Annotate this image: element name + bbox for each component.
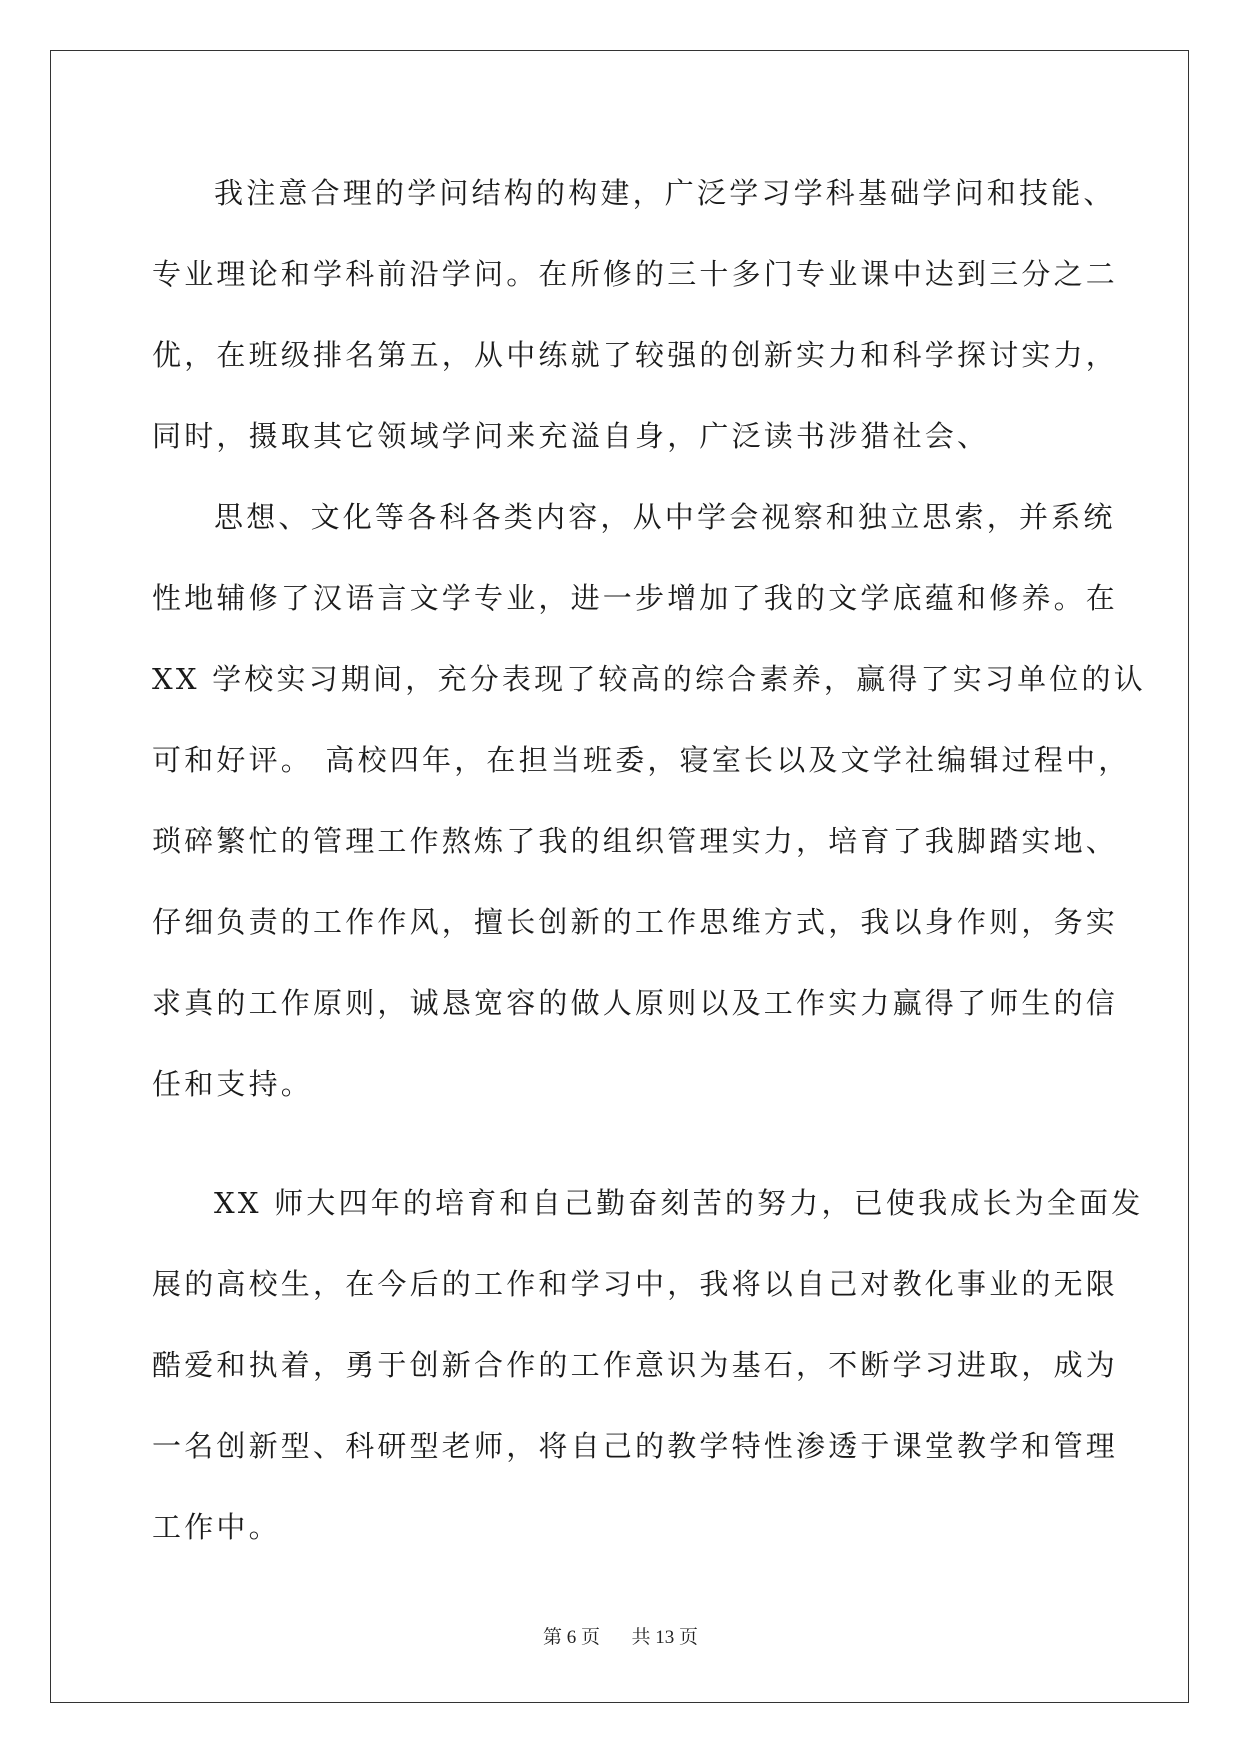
paragraph-1-line-2: 专业理论和学科前沿学问。在所修的三十多门专业课中达到三分之二 — [152, 257, 1119, 291]
paragraph-1-line-1: 我注意合理的学问结构的构建，广泛学习学科基础学问和技能、 — [214, 176, 1116, 210]
page-footer — [0, 1622, 1241, 1649]
paragraph-2-line-7: 求真的工作原则，诚恳宽容的做人原则以及工作实力赢得了师生的信 — [152, 986, 1119, 1020]
paragraph-1-line-3: 优，在班级排名第五，从中练就了较强的创新实力和科学探讨实力， — [152, 338, 1119, 372]
paragraph-2-line-3: XX 学校实习期间，充分表现了较高的综合素养，赢得了实习单位的认 — [152, 662, 1146, 696]
paragraph-3-line-5: 工作中。 — [152, 1510, 281, 1544]
paragraph-3-line-1: XX 师大四年的培育和自己勤奋刻苦的努力，已使我成长为全面发 — [214, 1186, 1144, 1220]
paragraph-2-line-6: 仔细负责的工作作风，擅长创新的工作思维方式，我以身作则，务实 — [152, 905, 1119, 939]
current-page-label: 第 6 页 — [542, 1627, 600, 1648]
paragraph-2-line-1: 思想、文化等各科各类内容，从中学会视察和独立思索，并系统 — [214, 500, 1116, 534]
document-body — [152, 153, 1146, 1568]
paragraph-2-line-8: 任和支持。 — [152, 1067, 314, 1101]
paragraph-3-line-3: 酷爱和执着，勇于创新合作的工作意识为基石，不断学习进取，成为 — [152, 1348, 1119, 1382]
total-pages-label: 共 13 页 — [631, 1627, 699, 1648]
paragraph-3-line-4: 一名创新型、科研型老师，将自己的教学特性渗透于课堂教学和管理 — [152, 1429, 1119, 1463]
paragraph-2-line-2: 性地辅修了汉语言文学专业，进一步增加了我的文学底蕴和修养。在 — [152, 581, 1119, 615]
paragraph-gap — [152, 1125, 1092, 1163]
paragraph-3-line-2: 展的高校生，在今后的工作和学习中，我将以自己对教化事业的无限 — [152, 1267, 1119, 1301]
paragraph-2-line-5: 琐碎繁忙的管理工作熬炼了我的组织管理实力，培育了我脚踏实地、 — [152, 824, 1119, 858]
paragraph-2-line-4: 可和好评。 高校四年，在担当班委，寝室长以及文学社编辑过程中， — [152, 743, 1131, 777]
paragraph-1-line-4: 同时，摄取其它领域学问来充溢自身，广泛读书涉猎社会、 — [152, 419, 990, 453]
